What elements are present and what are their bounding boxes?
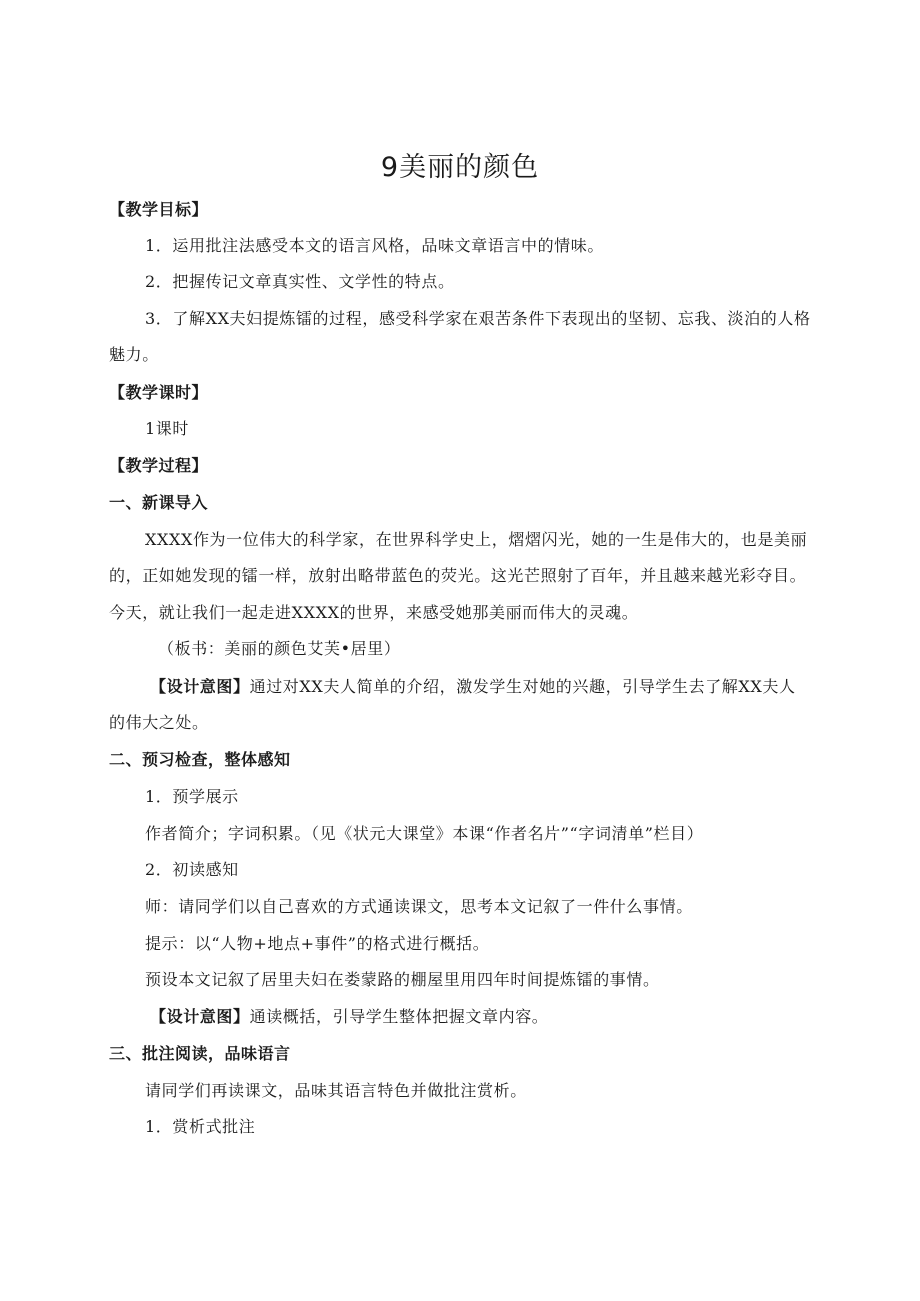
item-2-2-hint: 提示：以“人物+地点+事件”的格式进行概括。	[145, 934, 490, 953]
design-note-1-label: 【设计意图】	[150, 677, 250, 696]
section-3-text: 请同学们再读课文，品味其语言特色并做批注赏析。	[145, 1081, 527, 1100]
hours-value: 1课时	[145, 419, 189, 438]
section-2-heading: 二、预习检查，整体感知	[109, 750, 291, 769]
goal-3-line-2: 魅力。	[109, 345, 159, 364]
goal-2: 2．把握传记文章真实性、文学性的特点。	[145, 272, 455, 291]
page-title: 9美丽的颜色	[380, 152, 540, 183]
intro-line-1: XXXX作为一位伟大的科学家，在世界科学史上，熠熠闪光，她的一生是伟大的，也是美丽	[145, 530, 808, 549]
goal-1: 1．运用批注法感受本文的语言风格，品味文章语言中的情味。	[145, 236, 604, 255]
design-note-2	[150, 1005, 548, 1029]
item-2-1: 1．预学展示	[145, 787, 239, 806]
intro-line-3: 今天，就让我们一起走进XXXX的世界，来感受她那美丽而伟大的灵魂。	[109, 603, 639, 622]
item-2-1-text: 作者简介；字词积累。（见《状元大课堂》本课“作者名片”“字词清单”栏目）	[145, 824, 704, 843]
item-2-2-preset: 预设本文记叙了居里夫妇在娄蒙路的棚屋里用四年时间提炼镭的事情。	[145, 970, 660, 989]
intro-line-2: 的，正如她发现的镭一样，放射出略带蓝色的荧光。这光芒照射了百年，并且越来越光彩夺目。	[109, 566, 807, 585]
item-2-2: 2．初读感知	[145, 860, 239, 879]
section-1-heading: 一、新课导入	[109, 493, 209, 512]
design-note-1-line-2: 的伟大之处。	[109, 713, 209, 732]
design-note-1	[150, 675, 796, 699]
design-note-2-label: 【设计意图】	[150, 1007, 250, 1026]
process-heading: 【教学过程】	[109, 456, 209, 475]
item-3-1: 1．赏析式批注	[145, 1117, 256, 1136]
design-note-2-text: 通读概括，引导学生整体把握文章内容。	[249, 1007, 549, 1026]
goal-3-line-1: 3．了解XX夫妇提炼镭的过程，感受科学家在艰苦条件下表现出的坚韧、忘我、淡泊的人格	[145, 309, 811, 328]
design-note-1-text: 通过对XX夫人简单的介绍，激发学生对她的兴趣，引导学生去了解XX夫人	[249, 677, 796, 696]
hours-heading: 【教学课时】	[109, 383, 209, 402]
item-2-2-teacher: 师：请同学们以自己喜欢的方式通读课文，思考本文记叙了一件什么事情。	[145, 897, 693, 916]
board-note: （板书：美丽的颜色艾芙•居里）	[158, 639, 401, 658]
goals-heading: 【教学目标】	[109, 200, 209, 219]
section-3-heading: 三、批注阅读，品味语言	[109, 1044, 291, 1063]
